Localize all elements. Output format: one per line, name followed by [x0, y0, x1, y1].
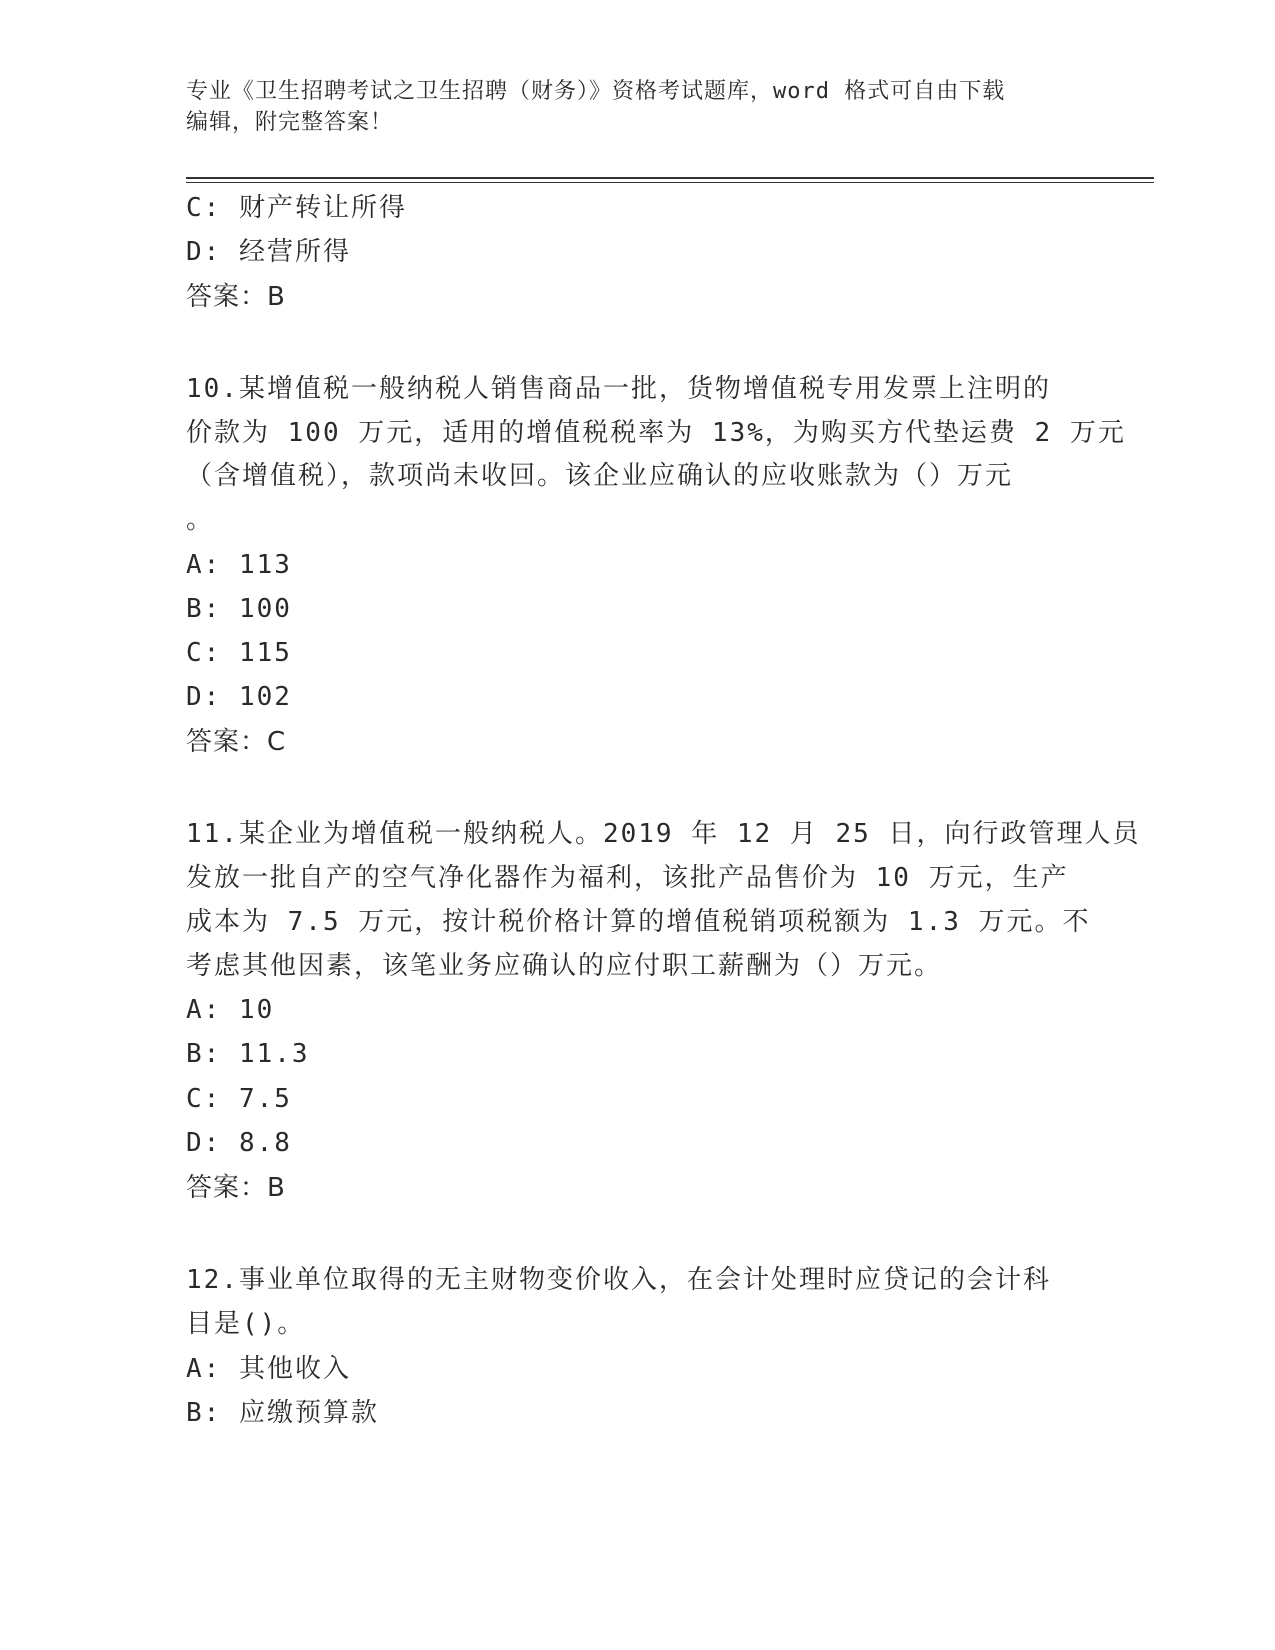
question-10-option-c: C: 115	[186, 638, 292, 668]
question-11-option-d: D: 8.8	[186, 1128, 292, 1158]
question-11-stem-line-3: 成本为 7.5 万元，按计税价格计算的增值税销项税额为 1.3 万元。不	[186, 907, 1091, 937]
question-11-stem-line-2: 发放一批自产的空气净化器作为福利，该批产品售价为 10 万元，生产	[186, 863, 1069, 893]
header-line-2: 编辑，附完整答案！	[186, 110, 394, 135]
question-12-stem-line-2: 目是()。	[186, 1309, 306, 1339]
question-10-stem-line-4: 。	[186, 505, 215, 535]
question-11-stem-line-4: 考虑其他因素，该笔业务应确认的应付职工薪酬为（）万元。	[186, 951, 943, 981]
question-11-option-c: C: 7.5	[186, 1084, 292, 1114]
question-10-answer: 答案：C	[186, 727, 287, 757]
question-12-option-a: A: 其他收入	[186, 1354, 351, 1384]
question-10-stem-line-1: 10.某增值税一般纳税人销售商品一批，货物增值税专用发票上注明的	[186, 374, 1051, 404]
question-11-answer: 答案：B	[186, 1173, 286, 1203]
question-12-option-b: B: 应缴预算款	[186, 1398, 379, 1428]
option-d: D: 经营所得	[186, 237, 351, 267]
header-line-1: 专业《卫生招聘考试之卫生招聘（财务）》资格考试题库，word 格式可自由下载	[186, 79, 1006, 104]
question-10-stem-line-2: 价款为 100 万元，适用的增值税税率为 13%，为购买方代垫运费 2 万元	[186, 418, 1126, 448]
question-12-stem-line-1: 12.事业单位取得的无主财物变价收入，在会计处理时应贷记的会计科	[186, 1265, 1051, 1295]
question-10-option-b: B: 100	[186, 594, 292, 624]
header-divider	[186, 177, 1154, 183]
question-11-stem-line-1: 11.某企业为增值税一般纳税人。2019 年 12 月 25 日，向行政管理人员	[186, 819, 1141, 849]
question-10-option-a: A: 113	[186, 550, 292, 580]
page-header	[186, 76, 1086, 138]
question-11-option-a: A: 10	[186, 995, 275, 1025]
question-11-option-b: B: 11.3	[186, 1039, 310, 1069]
answer-line: 答案：B	[186, 282, 286, 312]
question-10-option-d: D: 102	[186, 682, 292, 712]
option-c: C: 财产转让所得	[186, 193, 407, 223]
question-10-stem-line-3: （含增值税），款项尚未收回。该企业应确认的应收账款为（）万元	[186, 461, 1014, 491]
